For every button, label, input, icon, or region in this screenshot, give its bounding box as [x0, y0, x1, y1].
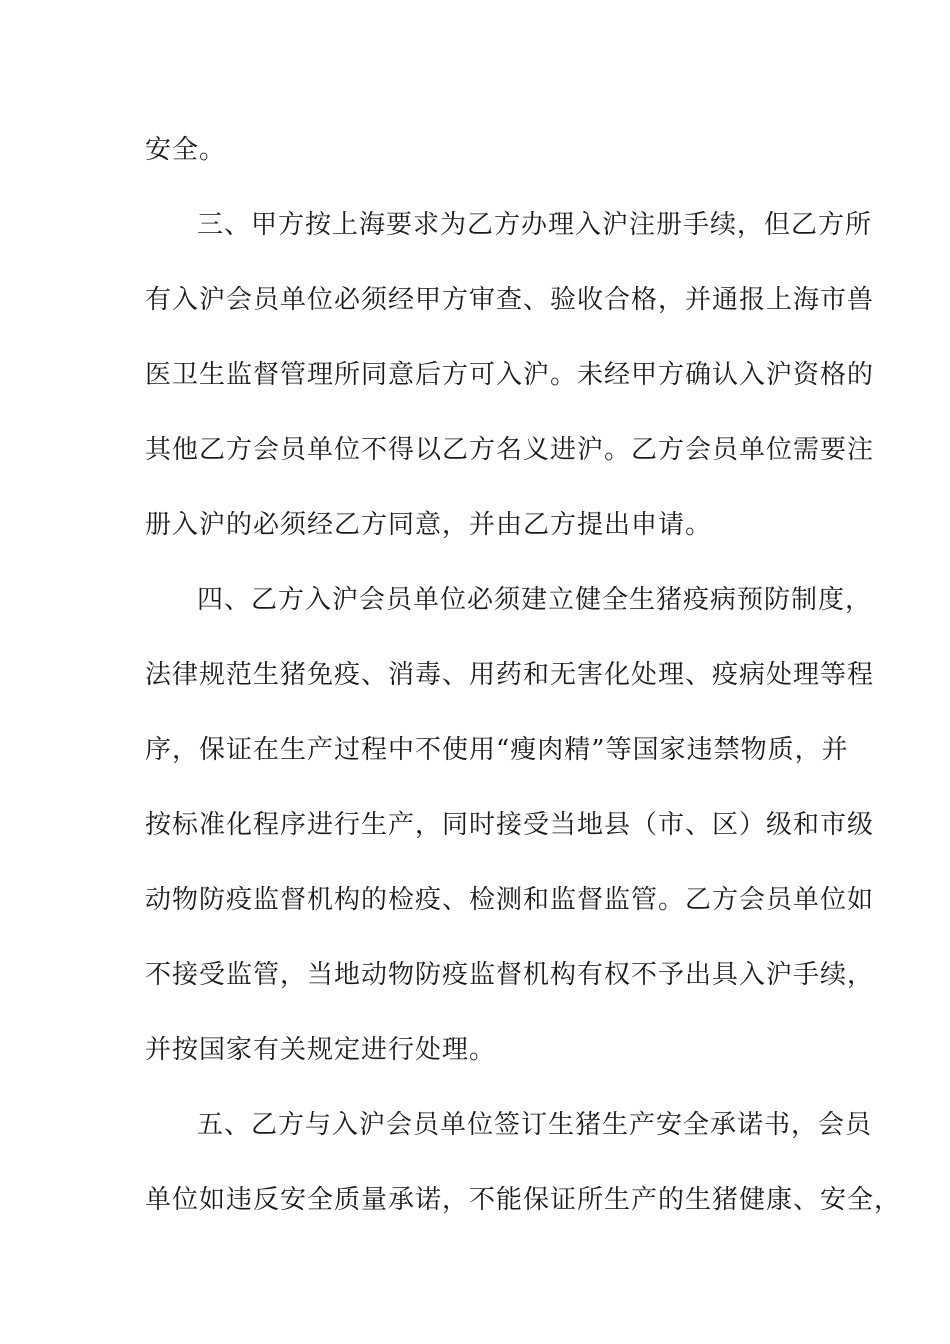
text-line: 不接受监管，当地动物防疫监督机构有权不予出具入沪手续，	[145, 960, 875, 990]
text-line: 法律规范生猪免疫、消毒、用药和无害化处理、疫病处理等程	[145, 660, 875, 690]
text-line: 医卫生监督管理所同意后方可入沪。未经甲方确认入沪资格的	[145, 360, 875, 390]
paragraph-3-start: 三、甲方按上海要求为乙方办理入沪注册手续，但乙方所	[197, 210, 873, 240]
paragraph-4-start: 四、乙方入沪会员单位必须建立健全生猪疫病预防制度，	[197, 585, 873, 615]
text-line: 动物防疫监督机构的检疫、检测和监督监管。乙方会员单位如	[145, 885, 875, 915]
text-line: 并按国家有关规定进行处理。	[145, 1035, 497, 1065]
text-line: 册入沪的必须经乙方同意，并由乙方提出申请。	[145, 510, 713, 540]
text-line: 其他乙方会员单位不得以乙方名义进沪。乙方会员单位需要注	[145, 435, 875, 465]
text-line: 安全。	[145, 135, 227, 165]
paragraph-5-start: 五、乙方与入沪会员单位签订生猪生产安全承诺书，会员	[197, 1110, 873, 1140]
text-line: 单位如违反安全质量承诺，不能保证所生产的生猪健康、安全，	[145, 1185, 902, 1215]
text-line: 有入沪会员单位必须经甲方审查、验收合格，并通报上海市兽	[145, 285, 875, 315]
text-line: 按标准化程序进行生产，同时接受当地县（市、区）级和市级	[145, 810, 875, 840]
text-line: 序，保证在生产过程中不使用“瘦肉精”等国家违禁物质，并	[145, 735, 849, 765]
